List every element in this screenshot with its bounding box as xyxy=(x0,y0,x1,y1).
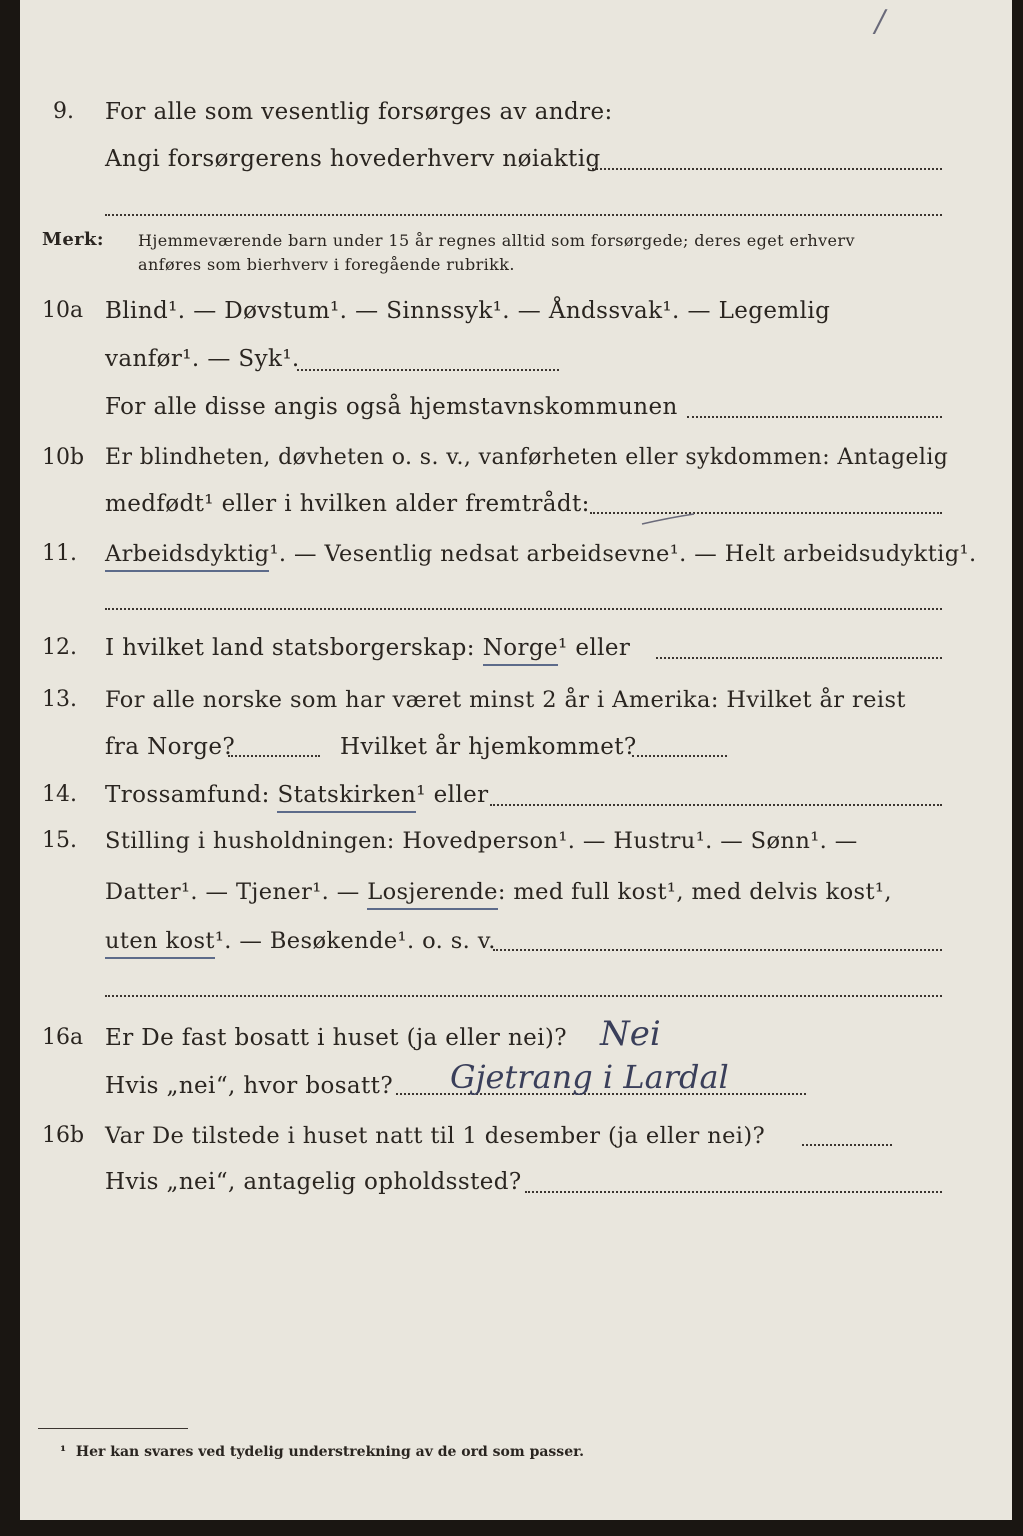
q9-line2: Angi forsørgerens hovederhverv nøiaktig xyxy=(105,146,601,172)
q15-extra-line xyxy=(105,995,942,997)
q14-line xyxy=(105,781,489,809)
footnote-text: Her kan svares ved tydelig understrekning av de ord som passer. xyxy=(75,1444,585,1460)
q11-rest: ¹. — Vesentlig nedsat arbeidsevne¹. — Helt arbeidsudyktig¹. xyxy=(269,541,977,567)
q15-line3 xyxy=(105,927,496,955)
q9-extra-line xyxy=(105,214,942,216)
q16a-number: 16a xyxy=(42,1025,84,1050)
q12-eller: ¹ eller xyxy=(558,635,631,661)
q11-extra-line xyxy=(105,608,942,610)
q12-line xyxy=(105,634,630,662)
q12-number: 12. xyxy=(42,635,77,660)
q13-hjem-line xyxy=(632,755,727,757)
q10a-line1: Blind¹. — Døvstum¹. — Sinnssyk¹. — Åndssvak¹. — Legemlig xyxy=(105,298,831,324)
q16a-handwritten-answer2: Gjetrang i Lardal xyxy=(450,1058,729,1096)
q10a-line2: vanfør¹. — Syk¹. xyxy=(105,346,300,372)
q14-answer-line xyxy=(490,804,942,806)
q16b-opholdssted-line xyxy=(525,1191,942,1193)
q10b-number: 10b xyxy=(42,445,85,470)
q10a-syk-line xyxy=(297,369,559,371)
merk-label: Merk: xyxy=(42,229,104,250)
q10b-line1: Er blindheten, døvheten o. s. v., vanførheten eller sykdommen: Antagelig xyxy=(105,445,949,470)
q15-losjerende: Losjerende xyxy=(367,879,498,910)
q10b-line2: medfødt¹ eller i hvilken alder fremtrådt: xyxy=(105,491,590,517)
q15-line1: Stilling i husholdningen: Hovedperson¹. — Hustru¹. — Sønn¹. — xyxy=(105,828,858,854)
q15-line3-post: ¹. — Besøkende¹. o. s. v. xyxy=(214,928,496,954)
q11-arbeidsdyktig: Arbeidsdyktig xyxy=(105,541,269,572)
q10a-kommune-line xyxy=(687,416,942,418)
q16b-line2: Hvis „nei“, antagelig opholdssted? xyxy=(105,1169,522,1195)
q13-line1: For alle norske som har været minst 2 år i Amerika: Hvilket år reist xyxy=(105,687,906,713)
q9-answer-line xyxy=(592,168,942,170)
q16a-line2: Hvis „nei“, hvor bosatt? xyxy=(105,1073,394,1099)
q9-number: 9. xyxy=(53,99,74,124)
corner-pencil-mark: / xyxy=(875,4,886,39)
q16b-tilstede-line xyxy=(802,1144,892,1146)
q16a-line1: Er De fast bosatt i huset (ja eller nei)? xyxy=(105,1025,568,1051)
merk-line2: anføres som bierhverv i foregående rubrikk. xyxy=(138,255,515,274)
q11-number: 11. xyxy=(42,541,77,566)
footnote xyxy=(60,1444,584,1460)
q12-text: I hvilket land statsborgerskap: xyxy=(105,635,475,661)
q15-answer-line xyxy=(493,949,942,951)
q13-number: 13. xyxy=(42,687,77,712)
q12-norge: Norge xyxy=(483,635,558,666)
q10a-line3: For alle disse angis også hjemstavnskommunen xyxy=(105,394,678,420)
q14-eller: ¹ eller xyxy=(416,782,489,808)
census-form-page xyxy=(20,0,1012,1520)
footnote-mark: ¹ xyxy=(60,1444,67,1460)
q15-uten-kost: uten kost xyxy=(105,928,215,959)
q12-answer-line xyxy=(656,657,942,659)
q15-line2-post: : med full kost¹, med delvis kost¹, xyxy=(497,879,892,905)
q16a-handwritten-answer1: Nei xyxy=(600,1014,661,1054)
q10a-number: 10a xyxy=(42,298,84,323)
q10b-pencil-stroke xyxy=(640,510,700,530)
q14-number: 14. xyxy=(42,782,77,807)
merk-line1: Hjemmeværende barn under 15 år regnes alltid som forsørgede; deres eget erhverv xyxy=(138,231,855,250)
footnote-separator xyxy=(38,1428,188,1429)
q15-number: 15. xyxy=(42,828,77,853)
q11-line xyxy=(105,540,977,568)
q16b-line1: Var De tilstede i huset natt til 1 desember (ja eller nei)? xyxy=(105,1123,766,1149)
q15-line2 xyxy=(105,878,892,906)
q13-reist-line xyxy=(228,755,320,757)
q14-statskirken: Statskirken xyxy=(277,782,416,813)
q16b-number: 16b xyxy=(42,1123,85,1148)
q15-line2-pre: Datter¹. — Tjener¹. — xyxy=(105,879,360,905)
q13-line2b: Hvilket år hjemkommet? xyxy=(340,734,637,760)
q14-text: Trossamfund: xyxy=(105,782,270,808)
q9-line1: For alle som vesentlig forsørges av andre: xyxy=(105,99,613,125)
q13-line2a: fra Norge? xyxy=(105,734,236,760)
